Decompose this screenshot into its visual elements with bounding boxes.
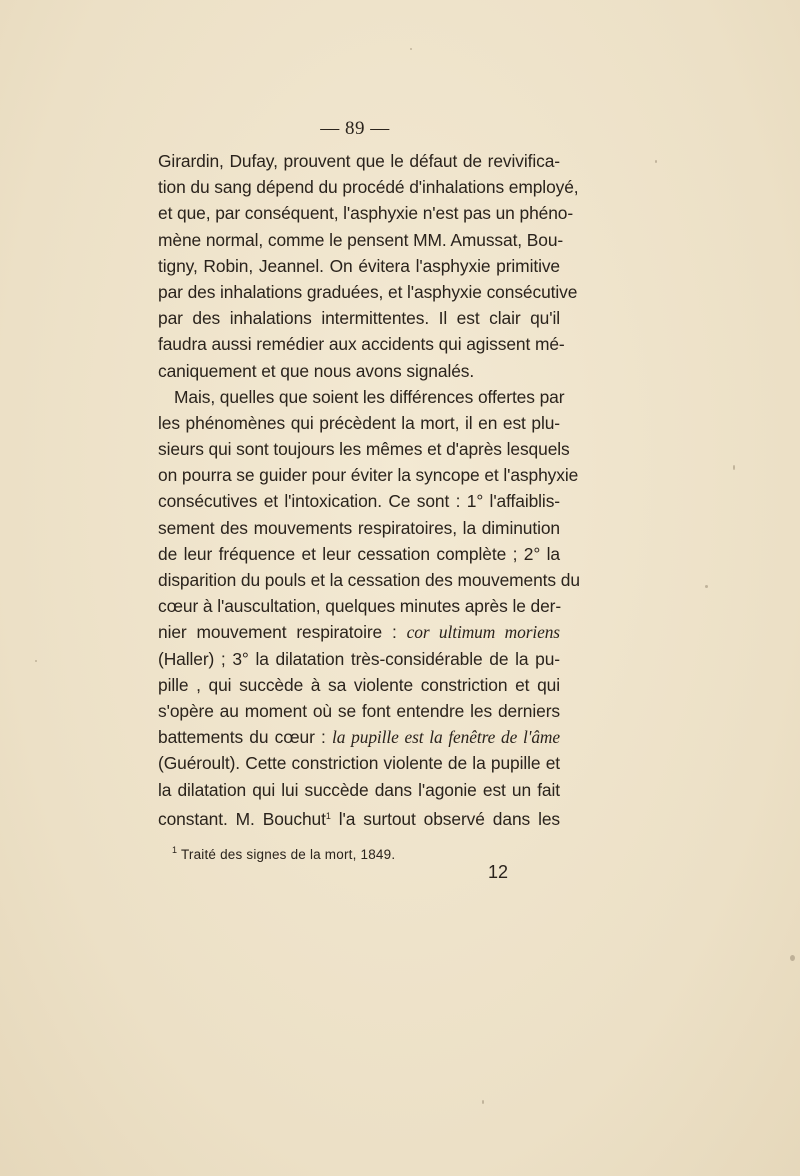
- text-line: par des inhalations intermittentes. Il est clair qu'il: [158, 308, 560, 329]
- text-line: Girardin, Dufay, prouvent que le défaut de revivifica-: [158, 151, 560, 171]
- text-line: (Haller) ; 3° la dilatation très-considérable de la pu-: [158, 648, 560, 669]
- paper-speck: [482, 1100, 484, 1104]
- text-line: tigny, Robin, Jeannel. On évitera l'asphyxie primitive: [158, 255, 560, 276]
- footnote-mark: 1: [172, 845, 178, 855]
- paper-speck: [655, 160, 657, 163]
- text-line: faudra aussi remédier aux accidents qui agissent mé-: [158, 334, 565, 355]
- paper-speck: [733, 465, 735, 470]
- text-line: s'opère au moment où se font entendre les derniers: [158, 700, 560, 721]
- text-line: sement des mouvements respiratoires, la diminution: [158, 517, 560, 538]
- signature-mark: 12: [488, 862, 509, 882]
- footnote-reference: 1: [325, 810, 331, 821]
- footnote-text: Traité des signes de la mort, 1849.: [180, 847, 396, 862]
- text-segment: l'a surtout observé dans les: [338, 808, 561, 829]
- text-line: [158, 724, 560, 750]
- text-line: pille , qui succède à sa violente constriction et qui: [158, 674, 560, 695]
- text-line: mène normal, comme le pensent MM. Amussat, Bou-: [158, 229, 564, 250]
- paper-speck: [790, 955, 795, 961]
- paper-speck: [35, 660, 37, 662]
- latin-quote: cor ultimum moriens: [406, 622, 560, 643]
- text-line: (Guéroult). Cette constriction violente de la pupille et: [158, 753, 560, 774]
- text-line: les phénomènes qui précèdent la mort, il en est plu-: [158, 412, 560, 433]
- text-line: disparition du pouls et la cessation des mouvements du: [158, 570, 580, 590]
- text-segment: battements du cœur :: [158, 727, 326, 748]
- text-line: caniquement et que nous avons signalés.: [158, 360, 475, 381]
- paper-speck: [410, 48, 412, 50]
- text-line: [158, 619, 560, 645]
- text-line: par des inhalations graduées, et l'asphyxie consécutive: [158, 281, 578, 302]
- paragraph-start-line: Mais, quelles que soient les différences offertes par: [174, 386, 565, 407]
- text-line: on pourra se guider pour éviter la syncope et l'asphyxie: [158, 465, 579, 486]
- text-line: [158, 803, 560, 829]
- text-line: consécutives et l'intoxication. Ce sont : 1° l'affaiblis-: [158, 491, 560, 512]
- body-text: [158, 148, 580, 829]
- text-line: et que, par conséquent, l'asphyxie n'est pas un phéno-: [158, 203, 574, 224]
- text-line: sieurs qui sont toujours les mêmes et d'après lesquels: [158, 439, 570, 460]
- text-segment: nier mouvement respiratoire :: [158, 622, 397, 643]
- text-line: tion du sang dépend du procédé d'inhalations employé,: [158, 177, 579, 198]
- text-line: la dilatation qui lui succède dans l'agonie est un fait: [158, 779, 560, 800]
- italic-quote: la pupille est la fenêtre de l'âme: [332, 727, 561, 748]
- text-line: cœur à l'auscultation, quelques minutes après le der-: [158, 596, 562, 617]
- footnote: [172, 845, 395, 862]
- paper-speck: [705, 585, 708, 588]
- page-number-header: — 89 —: [320, 118, 390, 139]
- text-segment: constant. M. Bouchut: [158, 808, 326, 829]
- text-line: de leur fréquence et leur cessation complète ; 2° la: [158, 543, 560, 564]
